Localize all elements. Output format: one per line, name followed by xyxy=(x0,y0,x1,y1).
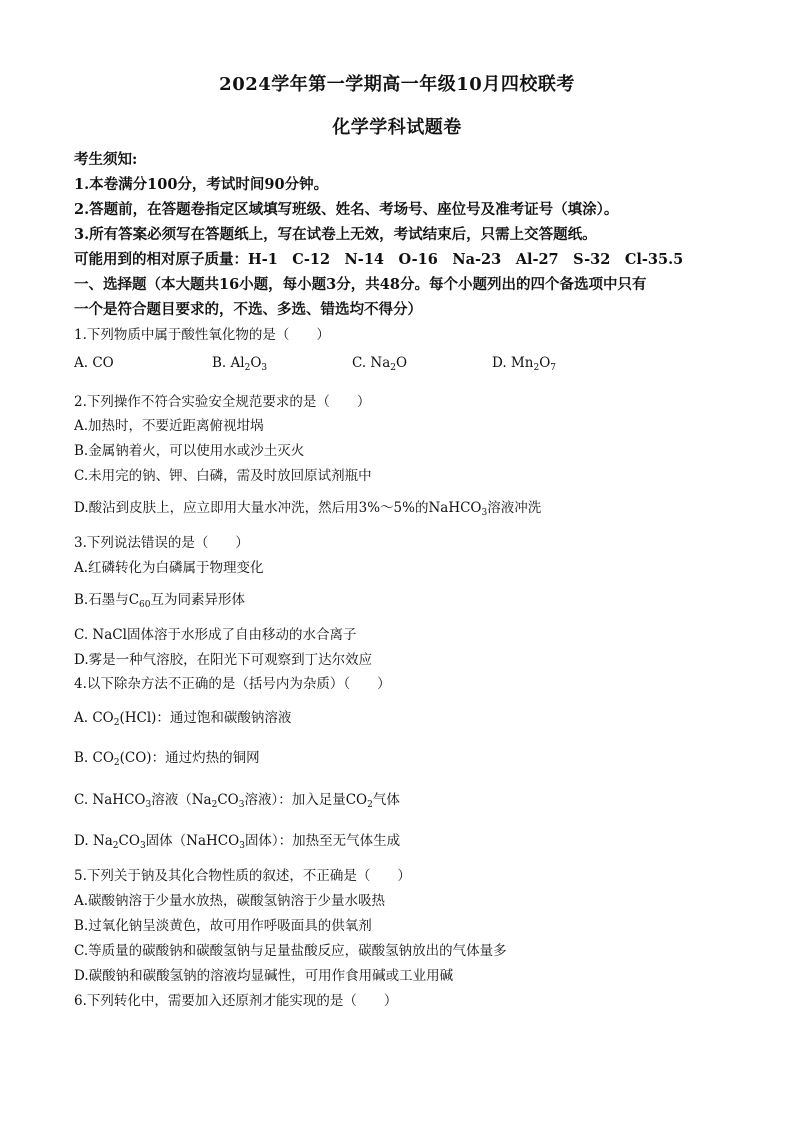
exam-title: 2024学年第一学期高一年级10月四校联考 xyxy=(219,74,575,95)
question-4-option-d: D. $Na_2CO_3$固体（NaHCO$_3$固体）：加热至无气体生成 xyxy=(74,833,401,851)
question-2-stem: 2.下列操作不符合实验安全规范要求的是（ ） xyxy=(74,394,371,410)
question-2-option-c: C.未用完的钠、钾、白磷，需及时放回原试剂瓶中 xyxy=(74,468,372,484)
atomic-masses: 可能用到的相对原子质量：H-1 C-12 N-14 O-16 Na-23 Al-27 S-32 Cl-35.5 xyxy=(74,251,684,268)
question-5-option-b: B.过氧化钠呈淡黄色，故可用作呼吸面具的供氧剂 xyxy=(74,918,372,934)
question-5-stem: 5.下列关于钠及其化合物性质的叙述，不正确是（ ） xyxy=(74,868,411,884)
question-5-option-a: A.碳酸钠溶于少量水放热，碳酸氢钠溶于少量水吸热 xyxy=(74,893,386,909)
question-4-option-b: B. $CO_2(CO)$：通过灼热的铜网 xyxy=(74,750,260,768)
question-2-option-d: D.酸沾到皮肤上，应立即用大量水冲洗，然后用3%～5%的NaHCO$_3$溶液冲洗 xyxy=(74,500,542,518)
question-3-stem: 3.下列说法错误的是（ ） xyxy=(74,535,249,551)
question-3-option-b: B.石墨与$C_{60}$互为同素异形体 xyxy=(74,592,245,610)
question-4-stem: 4.以下除杂方法不正确的是（括号内为杂质）（ ） xyxy=(74,676,391,692)
question-5-option-c: C.等质量的碳酸钠和碳酸氢钠与足量盐酸反应，碳酸氢钠放出的气体量多 xyxy=(74,943,507,959)
question-1-option-b: B. $Al_2O_3$ xyxy=(212,355,268,373)
question-6-stem: 6.下列转化中，需要加入还原剂才能实现的是（ ） xyxy=(74,993,398,1009)
question-5-option-d: D.碳酸钠和碳酸氢钠的溶液均显碱性，可用作食用碱或工业用碱 xyxy=(74,968,454,984)
notice-item-2: 2.答题前，在答题卷指定区域填写班级、姓名、考场号、座位号及准考证号（填涂）。 xyxy=(74,201,619,218)
question-1-stem: 1.下列物质中属于酸性氧化物的是（ ） xyxy=(74,327,330,343)
question-3-option-a: A.红磷转化为白磷属于物理变化 xyxy=(74,560,264,576)
section-heading-line2: 一个是符合题目要求的，不选、多选、错选均不得分） xyxy=(74,301,422,318)
question-4-option-c: C. NaHCO$_3$溶液（$Na_2CO_3$溶液）：加入足量$CO_2$气体 xyxy=(74,792,400,810)
notice-heading: 考生须知: xyxy=(74,151,138,168)
question-4-option-a: A. $CO_2(HCl)$：通过饱和碳酸钠溶液 xyxy=(74,710,292,728)
section-heading-line1: 一、选择题（本大题共16小题，每小题3分，共48分。每个小题列出的四个备选项中只有 xyxy=(74,276,647,293)
question-1-option-a: A. CO xyxy=(74,355,114,371)
question-3-option-d: D.雾是一种气溶胶，在阳光下可观察到丁达尔效应 xyxy=(74,652,373,668)
notice-item-3: 3.所有答案必须写在答题纸上，写在试卷上无效，考试结束后，只需上交答题纸。 xyxy=(74,226,597,243)
question-2-option-b: B.金属钠着火，可以使用水或沙土灭火 xyxy=(74,443,305,459)
question-1-option-c: C. $Na_2O$ xyxy=(352,355,408,373)
notice-item-1: 1.本卷满分100分，考试时间90分钟。 xyxy=(74,176,329,193)
question-3-option-c: C. NaCl固体溶于水形成了自由移动的水合离子 xyxy=(74,627,357,643)
question-2-option-a: A.加热时，不要近距离俯视坩埚 xyxy=(74,418,264,434)
question-1-option-d: D. $Mn_2O_7$ xyxy=(492,355,556,373)
exam-subtitle: 化学学科试题卷 xyxy=(332,117,462,138)
